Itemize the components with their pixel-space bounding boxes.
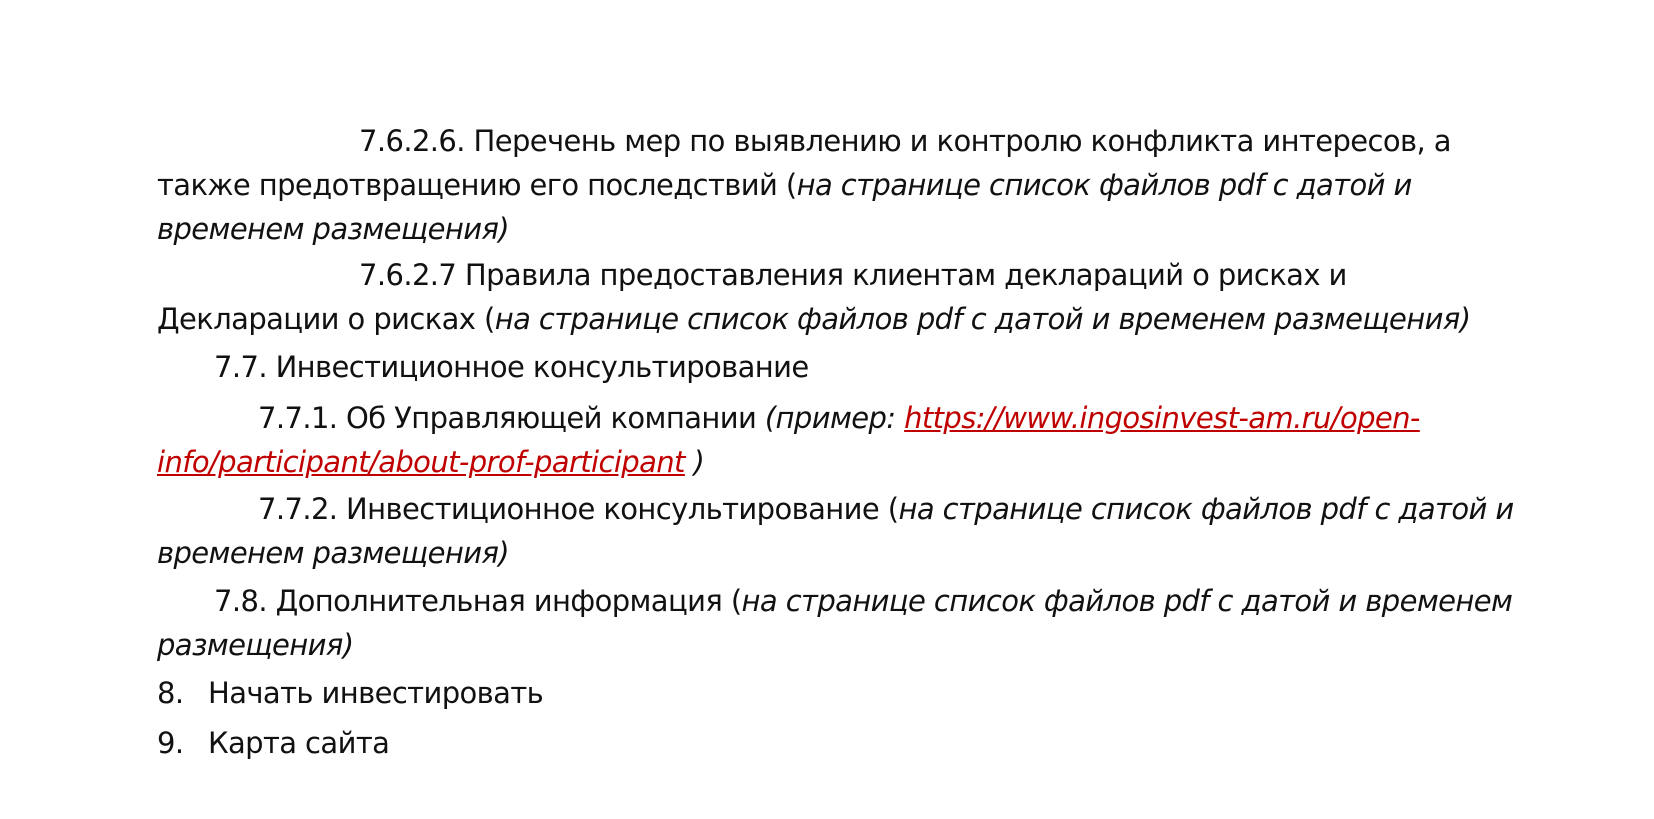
item-text: Карта сайта [208, 726, 390, 760]
item-7-7-2 [157, 487, 1527, 575]
item-number: 7.7. [214, 350, 267, 384]
item-9 [157, 721, 1527, 765]
item-note: на странице список файлов pdf с датой и временем размещения) [157, 492, 1514, 570]
item-number: 7.6.2.7 [359, 258, 457, 292]
item-number: 7.6.2.6. [359, 124, 465, 158]
item-note: на странице список файлов pdf с датой и временем размещения) [157, 168, 1412, 246]
item-number: 8. [157, 676, 184, 710]
item-8 [157, 671, 1527, 715]
item-7-7 [214, 345, 1584, 389]
about-prof-participant-link[interactable]: https://www.ingosinvest-am.ru/open-info/participant/about-prof-participant [157, 401, 1420, 479]
item-7-6-2-7 [157, 253, 1527, 341]
item-text: Дополнительная информация ( [275, 584, 742, 618]
item-text: Перечень мер по выявлению и контролю конфликта интересов, а также предотвращению его последствий ( [157, 124, 1451, 202]
item-text: Правила предоставления клиентам деклараций о рисках и Декларации о рисках ( [157, 258, 1347, 336]
item-number: 7.8. [214, 584, 267, 618]
item-7-8 [157, 579, 1527, 667]
item-number: 9. [157, 726, 184, 760]
item-note: на странице список файлов pdf с датой и временем размещения) [494, 302, 1471, 336]
item-text: Инвестиционное консультирование ( [346, 492, 899, 526]
item-7-7-1 [157, 396, 1527, 484]
example-prefix: (пример: [764, 401, 905, 435]
item-number: 7.7.1. [258, 401, 338, 435]
item-text: Инвестиционное консультирование [275, 350, 809, 384]
item-7-6-2-6 [157, 119, 1527, 251]
item-note: на странице список файлов pdf с датой и временем размещения) [157, 584, 1513, 662]
example-suffix: ) [684, 445, 705, 479]
item-number: 7.7.2. [258, 492, 338, 526]
item-text: Об Управляющей компании [346, 401, 765, 435]
item-text: Начать инвестировать [208, 676, 544, 710]
